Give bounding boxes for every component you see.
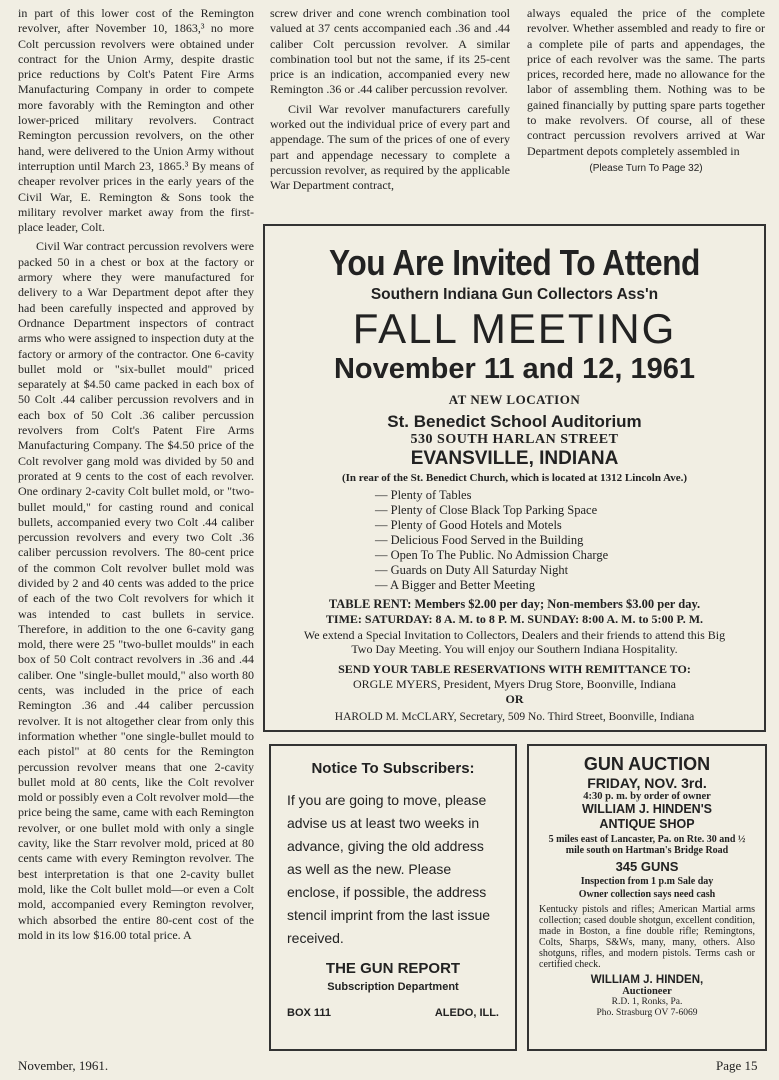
article-column-middle <box>270 6 510 194</box>
article-paragraph: Civil War contract percussion revolvers were packed 50 in a chest or box at the factory or armory where they were manufactured for delivery to a War Department depot after they had been carefully inspected and approved by Ordnance Department inspectors of contract arms who were assigned to inspection duty at the factory or armory of the contractor. One 6-cavity bullet mold or "six-bullet mould" priced separately at $4.50 came packed in each box of 50 Colt .44 caliber percussion revolvers and in each box of 50 Colt .36 caliber percussion revolvers from Colt's Patent Fire Arms Manufacturing Company. The $4.50 price of the Colt revolver gang mold was divided by 50 and prorated at 9 cents to the cost of each revolver. One ordinary 2-cavity Colt bullet mold, or "two-bullet mould," for casting round and conical bullets, accompanied every two Colt .44 caliber percussion revolvers and every two Colt .36 caliber percussion revolvers. The 80-cent price of the common Colt revolver bullet mold was divided by 2 and 40 cents was added to the price of each of the two Colt revolvers for which it was intended to cast bullets in service. Therefore, in addition to the one 6-cavity gang mold, there were 25 "two-bullet moulds" in each box of 50 Colt contract revolvers in .36 and .44 caliber. One "single-bullet mould," also worth 80 cents, was included in the price of each Remington .36 and .44 caliber percussion revolver. It is not altogether clear from only this information whether "one single-bullet mould to each pistol" at 80 cents for the Remington percussion revolver means that one 2-cavity bullet mold at 80 cents, like the Colt revolver mold or possibly even a Colt revolver mold—the price being the same, came with each Remington revolver, or one bullet mold with only a single cavity, like the Starr revolver mold, priced at 80 cents came with every Remington revolver. The best interpretation is that one 2-cavity bullet mold, like the Colt bullet mold—or even a Colt mold, accompanied every Remington revolver, which absorbed the entire 80-cent cost of the mold in its low $16.00 total price. A <box>18 239 254 942</box>
auction-directions: 5 miles east of Lancaster, Pa. on Rte. 30 and ½ mile south on Hartman's Bridge Road <box>548 834 746 856</box>
auction-heading: GUN AUCTION <box>583 754 711 774</box>
auction-phone: Pho. Strasburg OV 7-6069 <box>596 1007 698 1018</box>
notice-publication: THE GUN REPORT <box>325 960 461 977</box>
auction-inspection: Inspection from 1 p.m Sale day <box>580 876 714 887</box>
article-paragraph: always equaled the price of the complete revolver. Whether assembled and ready to fire or a complete pile of parts and appendages, the price of each revolver was the same. The parts prices, recorded here, made no allowance for the labor of assembling them. Nothing was to be gained financially by putting spare parts together to make revolvers. Of course, all of these contract percussion revolvers arrived at War Department depots completely assembled in <box>527 6 765 158</box>
article-paragraph: in part of this lower cost of the Remington revolver, after November 10, 1863,³ no more Colt percussion revolvers were obtained under contract for the Union Army, despite drastic price reductions by Colt's Patent Fire Arms Manufacturing Company in order to compete more favorably with the Remington and other lower-priced military revolvers. Contract Remington percussion revolvers, on the other hand, were delivered to the Union Army without interruption until March 23, 1865.³ By means of cheaper revolver prices in the early years of the Civil War, E. Remington & Sons took the military revolver market away from the first-place leader, Colt. <box>18 6 254 235</box>
fall-meeting-ad <box>263 224 766 732</box>
ad-contact-president: ORGLE MYERS, President, Myers Drug Store, Boonville, Indiana <box>353 677 676 691</box>
list-item: — A Bigger and Better Meeting <box>375 578 756 593</box>
page-number: Page 15 <box>716 1058 758 1073</box>
ad-association: Southern Indiana Gun Collectors Ass'n <box>370 286 659 303</box>
auction-date: FRIDAY, NOV. 3rd. <box>587 775 707 791</box>
auction-gun-count: 345 GUNS <box>615 859 679 874</box>
auction-auctioneer-name: WILLIAM J. HINDEN, <box>590 974 704 986</box>
ad-invitation: We extend a Special Invitation to Collectors, Dealers and their friends to attend this Big Two Day Meeting. You will enjoy our Southern Indiana Hospitality. <box>303 628 726 656</box>
footer-date: November, 1961. <box>18 1058 109 1073</box>
list-item: — Guards on Duty All Saturday Night <box>375 563 756 578</box>
list-item: — Open To The Public. No Admission Charge <box>375 548 756 563</box>
notice-body: If you are going to move, please advise us at least two weeks in advance, giving the old address as well as the new. Please enclose, if possible, the address stencil imprint from the last issue received. <box>287 792 491 946</box>
ad-street: 530 SOUTH HARLAN STREET <box>410 432 619 447</box>
notice-city: ALEDO, ILL. <box>434 1007 499 1019</box>
auction-owner-note: Owner collection says need cash <box>578 889 716 900</box>
ad-meeting-title: FALL MEETING <box>352 305 677 352</box>
notice-heading: Notice To Subscribers: <box>311 760 475 777</box>
list-item: — Plenty of Close Black Top Parking Space <box>375 503 756 518</box>
notice-department: Subscription Department <box>327 981 459 993</box>
ad-new-location: AT NEW LOCATION <box>448 392 581 407</box>
auction-description: Kentucky pistols and rifles; American Martial arms collection; cased double shotgun, excellent condition, made in Boston, a fine double rifle; Remingtons, Colts, Sharps, S&Ws, many, many, others. Also shotguns, rifles, and modern pistols. Terms cash or certified check. <box>539 904 755 970</box>
ad-time: TIME: SATURDAY: 8 A. M. to 8 P. M. SUNDAY: 8:00 A. M. to 5:00 P. M. <box>325 612 704 626</box>
ad-venue: St. Benedict School Auditorium <box>387 412 642 431</box>
ad-city: EVANSVILLE, INDIANA <box>410 448 619 469</box>
list-item: — Plenty of Tables <box>375 488 756 503</box>
ad-rear-note: (In rear of the St. Benedict Church, which is located at 1312 Lincoln Ave.) <box>341 472 688 484</box>
ad-or: OR <box>505 692 524 706</box>
ad-contact-secretary: HAROLD M. McCLARY, Secretary, 509 No. Third Street, Boonville, Indiana <box>334 711 695 723</box>
notice-box: BOX 111 <box>287 1007 332 1019</box>
ad-meeting-dates: November 11 and 12, 1961 <box>333 353 696 385</box>
article-paragraph: Civil War revolver manufacturers carefully worked out the individual price of every part and appendage. The sum of the prices of one of every part and appendage necessary to complete a percussion revolver, as required by the applicable War Department contract, <box>270 101 510 193</box>
auction-time: 4:30 p. m. by order of owner <box>583 791 711 802</box>
ad-invite-headline: You Are Invited To Attend <box>329 242 700 283</box>
list-item: — Plenty of Good Hotels and Motels <box>375 518 756 533</box>
ad-table-rent: TABLE RENT: Members $2.00 per day; Non-members $3.00 per day. <box>328 597 701 611</box>
notice-address <box>287 1007 499 1019</box>
auction-shop: ANTIQUE SHOP <box>599 817 695 831</box>
auction-address: R.D. 1, Ronks, Pa. <box>611 997 683 1007</box>
auction-shop-owner: WILLIAM J. HINDEN'S <box>581 802 713 816</box>
article-column-left <box>18 6 254 943</box>
ad-send-reservations: SEND YOUR TABLE RESERVATIONS WITH REMITTANCE TO: <box>338 662 691 676</box>
article-paragraph: screw driver and cone wrench combination tool valued at 37 cents accompanied each .36 and .44 caliber Colt percussion revolver. A similar combination tool but not the same, if its 25-cent price is an indication, accompanied every new Remington .36 or .44 caliber percussion revolver. <box>270 6 510 97</box>
article-column-right <box>527 6 765 176</box>
continued-note: (Please Turn To Page 32) <box>589 162 703 174</box>
notice-subscribers-ad <box>269 744 517 1051</box>
auction-auctioneer-title: Auctioneer <box>622 986 672 997</box>
ad-feature-list <box>375 488 756 593</box>
list-item: — Delicious Food Served in the Building <box>375 533 756 548</box>
gun-auction-ad <box>527 744 767 1051</box>
